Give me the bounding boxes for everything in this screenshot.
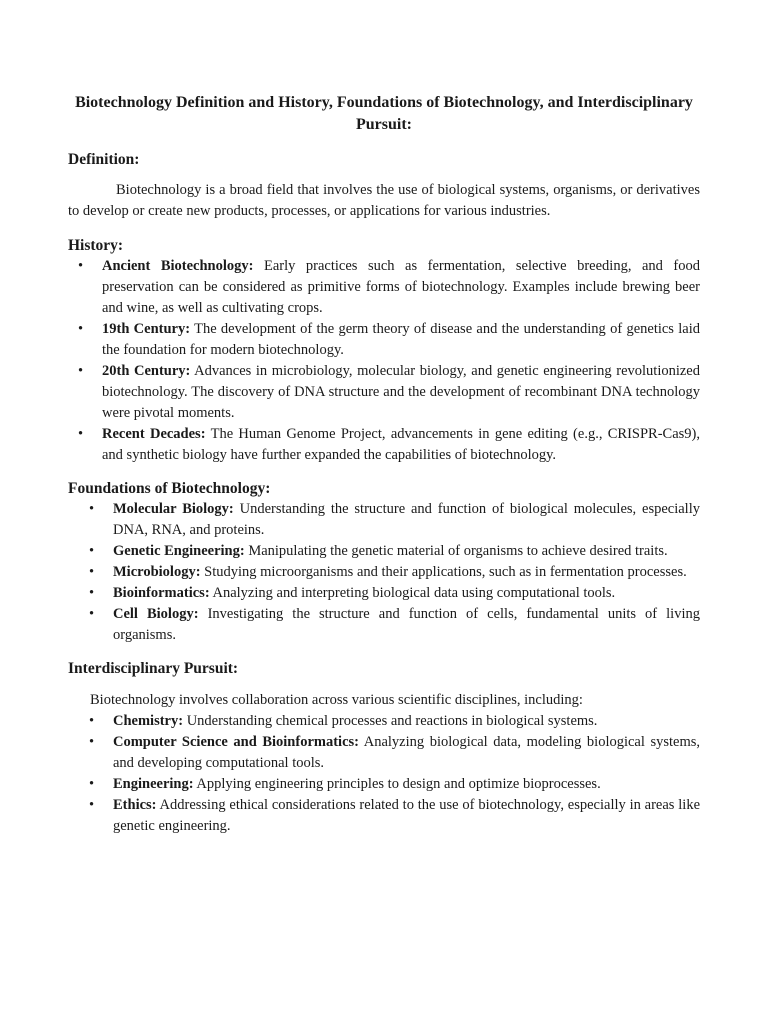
- item-term: Recent Decades:: [102, 426, 206, 442]
- document-title: Biotechnology Definition and History, Foundations of Biotechnology, and Interdisciplinary Pursuit:: [75, 94, 693, 133]
- bullet-icon: •: [89, 734, 95, 750]
- foundations-heading: Foundations of Biotechnology:: [68, 480, 271, 497]
- bullet-icon: •: [89, 585, 95, 601]
- list-item: [68, 711, 700, 732]
- bullet-icon: •: [89, 564, 95, 580]
- item-term: Computer Science and Bioinformatics:: [113, 734, 359, 750]
- list-item: [68, 583, 700, 604]
- interdisciplinary-intro: Biotechnology involves collaboration across various scientific disciplines, including:: [90, 692, 583, 708]
- definition-paragraph: Biotechnology is a broad field that involves the use of biological systems, organisms, or derivatives to develop or create new products, processes, or applications for various industries.: [68, 182, 700, 219]
- bullet-icon: •: [78, 258, 84, 274]
- item-text: Understanding the structure and function of biological molecules, especially DNA, RNA, and proteins.: [113, 501, 700, 538]
- item-term: Molecular Biology:: [113, 501, 234, 517]
- bullet-icon: •: [78, 321, 84, 337]
- interdisciplinary-section: [68, 659, 700, 837]
- list-item: [68, 541, 700, 562]
- interdisciplinary-heading: Interdisciplinary Pursuit:: [68, 660, 239, 677]
- item-text: Applying engineering principles to design and optimize bioprocesses.: [193, 776, 601, 792]
- item-term: Genetic Engineering:: [113, 543, 245, 559]
- list-item: [68, 604, 700, 646]
- item-text: Manipulating the genetic material of organisms to achieve desired traits.: [244, 543, 668, 559]
- item-text: Advances in microbiology, molecular biology, and genetic engineering revolutionized biotechnology. The discovery of DNA structure and the development of recombinant DNA technology were pivotal moments.: [102, 363, 700, 421]
- list-item: [68, 499, 700, 541]
- list-item: [68, 562, 700, 583]
- item-text: The development of the germ theory of disease and the understanding of genetics laid the foundation for modern biotechnology.: [102, 321, 700, 358]
- item-term: Engineering:: [113, 776, 194, 792]
- history-heading: History:: [68, 237, 124, 254]
- definition-section: [68, 150, 700, 222]
- item-text: Analyzing biological data, modeling biological systems, and developing computational tools.: [113, 734, 701, 771]
- item-text: Investigating the structure and function of cells, fundamental units of living organisms.: [113, 606, 700, 643]
- item-text: The Human Genome Project, advancements in gene editing (e.g., CRISPR-Cas9), and synthetic biology have further expanded the capabilities of biotechnology.: [102, 426, 700, 463]
- history-section: [68, 236, 700, 466]
- item-term: Bioinformatics:: [113, 585, 210, 601]
- list-item: [68, 774, 700, 795]
- list-item: [68, 256, 700, 319]
- bullet-icon: •: [89, 713, 95, 729]
- item-term: 20th Century:: [102, 363, 191, 379]
- bullet-icon: •: [89, 606, 95, 622]
- bullet-icon: •: [78, 363, 84, 379]
- list-item: [68, 361, 700, 424]
- history-list: [68, 256, 700, 466]
- item-term: 19th Century:: [102, 321, 191, 337]
- foundations-section: [68, 479, 700, 646]
- item-text: Addressing ethical considerations related to the use of biotechnology, especially in areas like genetic engineering.: [113, 797, 700, 834]
- definition-heading: Definition:: [68, 151, 140, 168]
- bullet-icon: •: [89, 797, 95, 813]
- foundations-list: [68, 499, 700, 646]
- item-text: Studying microorganisms and their applications, such as in fermentation processes.: [200, 564, 687, 580]
- item-term: Microbiology:: [113, 564, 201, 580]
- list-item: [68, 424, 700, 466]
- item-term: Cell Biology:: [113, 606, 199, 622]
- bullet-icon: •: [89, 543, 95, 559]
- interdisciplinary-list: [68, 711, 700, 837]
- bullet-icon: •: [78, 426, 84, 442]
- list-item: [68, 795, 700, 837]
- item-term: Ancient Biotechnology:: [102, 258, 254, 274]
- item-text: Analyzing and interpreting biological data using computational tools.: [209, 585, 616, 601]
- item-term: Chemistry:: [113, 713, 184, 729]
- bullet-icon: •: [89, 501, 95, 517]
- item-text: Early practices such as fermentation, selective breeding, and food preservation can be considered as primitive forms of biotechnology. Examples include brewing beer and wine, as well as cultivating crops.: [102, 258, 700, 316]
- item-text: Understanding chemical processes and reactions in biological systems.: [183, 713, 598, 729]
- list-item: [68, 732, 700, 774]
- item-term: Ethics:: [113, 797, 157, 813]
- bullet-icon: •: [89, 776, 95, 792]
- list-item: [68, 319, 700, 361]
